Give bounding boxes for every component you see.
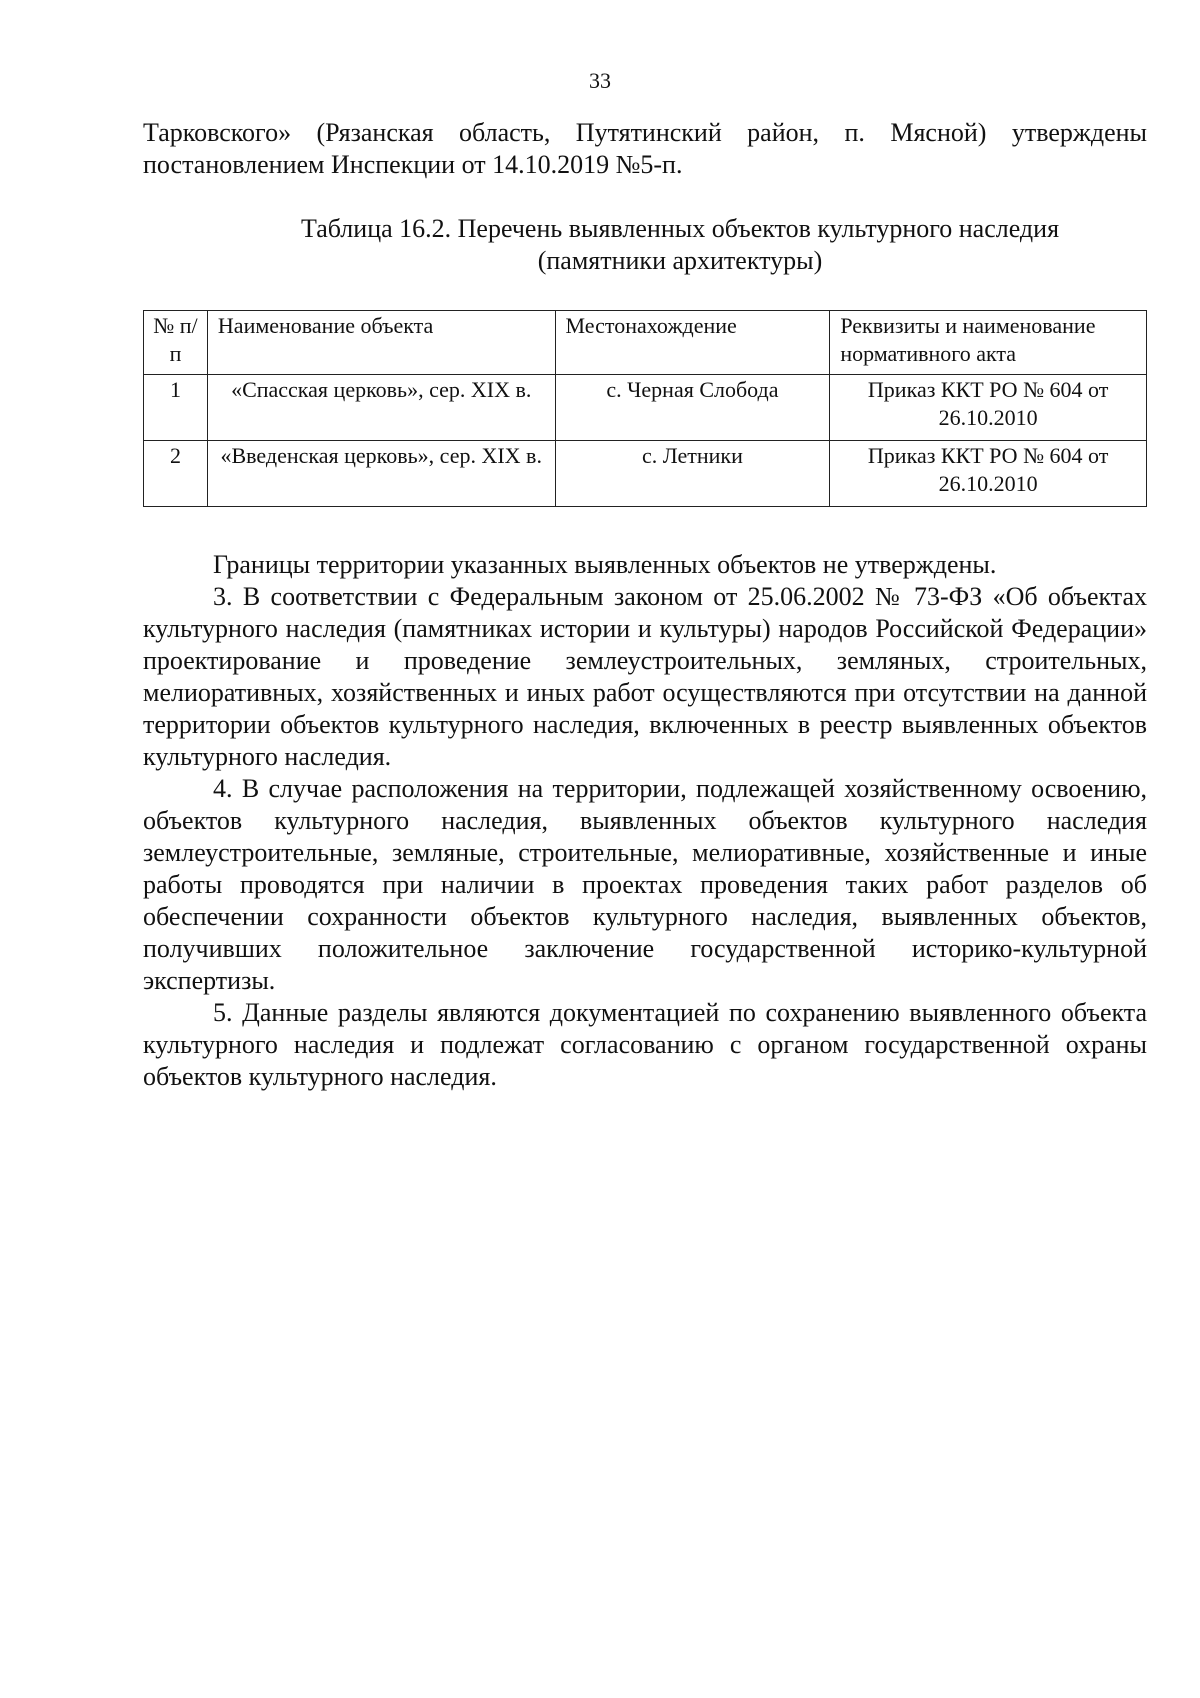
paragraph-boundaries: Границы территории указанных выявленных объектов не утверждены. <box>213 550 997 579</box>
table-row <box>144 375 1147 441</box>
cell-num: 1 <box>144 375 208 441</box>
header-location: Местонахождение <box>555 311 830 375</box>
heritage-objects-table <box>143 310 1147 507</box>
paragraph-3: 3. В соответствии с Федеральным законом от 25.06.2002 № 73-ФЗ «Об объектах культурного наследия (памятниках истории и культуры) народов Российской Федерации» проектирование и проведение землеустроительных, земляных, строительных, мелиоративных, хозяйственных и иных работ осуществляются при отсутствии на данной территории объектов культурного наследия, включенных в реестр выявленных объектов культурного наследия. <box>143 582 1147 771</box>
cell-location: с. Черная Слобода <box>555 375 830 441</box>
cell-name: «Спасская церковь», сер. XIX в. <box>207 375 555 441</box>
table-caption-line1: Таблица 16.2. Перечень выявленных объектов культурного наследия <box>300 214 1060 243</box>
header-num: № п/п <box>144 311 208 375</box>
cell-num: 2 <box>144 441 208 507</box>
table-caption <box>143 213 1147 277</box>
paragraph-5: 5. Данные разделы являются документацией по сохранению выявленного объекта культурного наследия и подлежат согласованию с органом государственной охраны объектов культурного наследия. <box>143 998 1147 1091</box>
page-number: 33 <box>589 68 611 93</box>
body-text <box>143 549 1147 1093</box>
paragraph-4: 4. В случае расположения на территории, подлежащей хозяйственному освоению, объектов культурного наследия, выявленных объектов культурного наследия землеустроительные, земляные, строительные, мелиоративные, хозяйственные и иные работы проводятся при наличии в проектах проведения таких работ разделов об обеспечении сохранности объектов культурного наследия, выявленных объектов, получивших положительное заключение государственной историко-культурной экспертизы. <box>143 774 1147 995</box>
table-caption-line2: (памятники архитектуры) <box>537 246 823 275</box>
continuation-paragraph: Тарковского» (Рязанская область, Путятинский район, п. Мясной) утверждены постановлением Инспекции от 14.10.2019 №5-п. <box>143 118 1147 179</box>
table-header-row <box>144 311 1147 375</box>
cell-act: Приказ ККТ РО № 604 от 26.10.2010 <box>830 441 1147 507</box>
cell-name: «Введенская церковь», сер. XIX в. <box>207 441 555 507</box>
table-row <box>144 441 1147 507</box>
header-act: Реквизиты и наименование нормативного акта <box>830 311 1147 375</box>
header-name: Наименование объекта <box>207 311 555 375</box>
cell-location: с. Летники <box>555 441 830 507</box>
cell-act: Приказ ККТ РО № 604 от 26.10.2010 <box>830 375 1147 441</box>
